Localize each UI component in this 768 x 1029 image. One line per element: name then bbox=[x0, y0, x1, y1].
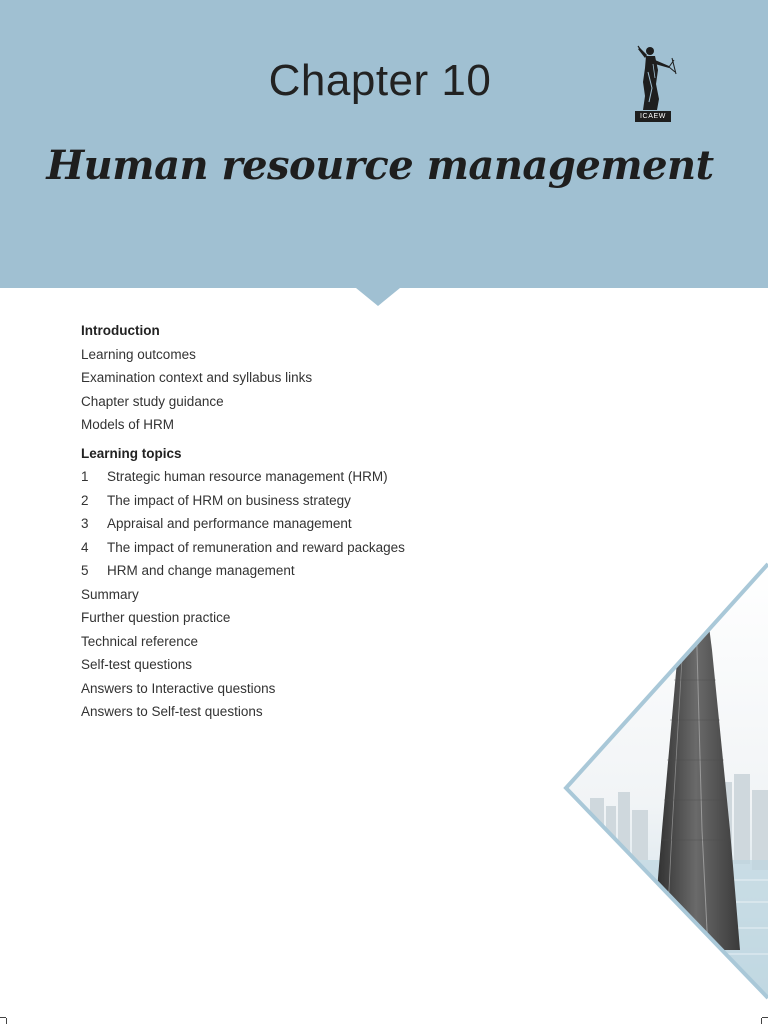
topic-label: Appraisal and performance management bbox=[107, 516, 352, 531]
topic-label: The impact of HRM on business strategy bbox=[107, 492, 351, 508]
list-item: Examination context and syllabus links bbox=[81, 370, 313, 385]
banner-notch bbox=[356, 288, 400, 306]
topic-number: 3 bbox=[81, 516, 89, 531]
topic-label: The impact of remuneration and reward packages bbox=[107, 539, 405, 555]
topic-label: Strategic human resource management (HRM) bbox=[107, 469, 388, 484]
topic-number: 4 bbox=[81, 539, 89, 555]
list-item: Learning outcomes bbox=[81, 346, 196, 362]
topic-label: HRM and change management bbox=[107, 563, 295, 578]
icaew-logo bbox=[628, 44, 678, 122]
list-item: Chapter study guidance bbox=[81, 393, 224, 409]
chapter-contents bbox=[81, 321, 561, 726]
learning-topic-item bbox=[81, 491, 561, 515]
learning-topic-item bbox=[81, 467, 561, 491]
crop-mark bbox=[6, 1018, 7, 1024]
chapter-banner bbox=[0, 0, 768, 288]
section-heading-learning-topics: Learning topics bbox=[81, 445, 182, 461]
skyscraper-diamond-image bbox=[540, 530, 768, 1024]
chapter-number: Chapter 10 bbox=[268, 56, 492, 105]
list-item: Answers to Interactive questions bbox=[81, 680, 276, 696]
topic-number: 1 bbox=[81, 469, 89, 484]
chapter-title: Human resource management bbox=[46, 142, 714, 189]
learning-topic-item bbox=[81, 514, 561, 538]
list-item: Answers to Self-test questions bbox=[81, 704, 263, 719]
section-heading-introduction: Introduction bbox=[81, 323, 160, 338]
learning-topic-item bbox=[81, 561, 561, 585]
learning-topic-item bbox=[81, 538, 561, 562]
icaew-logo-text: ICAEW bbox=[635, 111, 671, 122]
list-item: Technical reference bbox=[81, 633, 199, 649]
list-item: Summary bbox=[81, 586, 139, 602]
list-item: Further question practice bbox=[81, 610, 231, 625]
topic-number: 5 bbox=[81, 563, 89, 578]
list-item: Models of HRM bbox=[81, 417, 175, 432]
lady-justice-icon bbox=[628, 44, 678, 110]
list-item: Self-test questions bbox=[81, 657, 193, 672]
topic-number: 2 bbox=[81, 492, 89, 508]
